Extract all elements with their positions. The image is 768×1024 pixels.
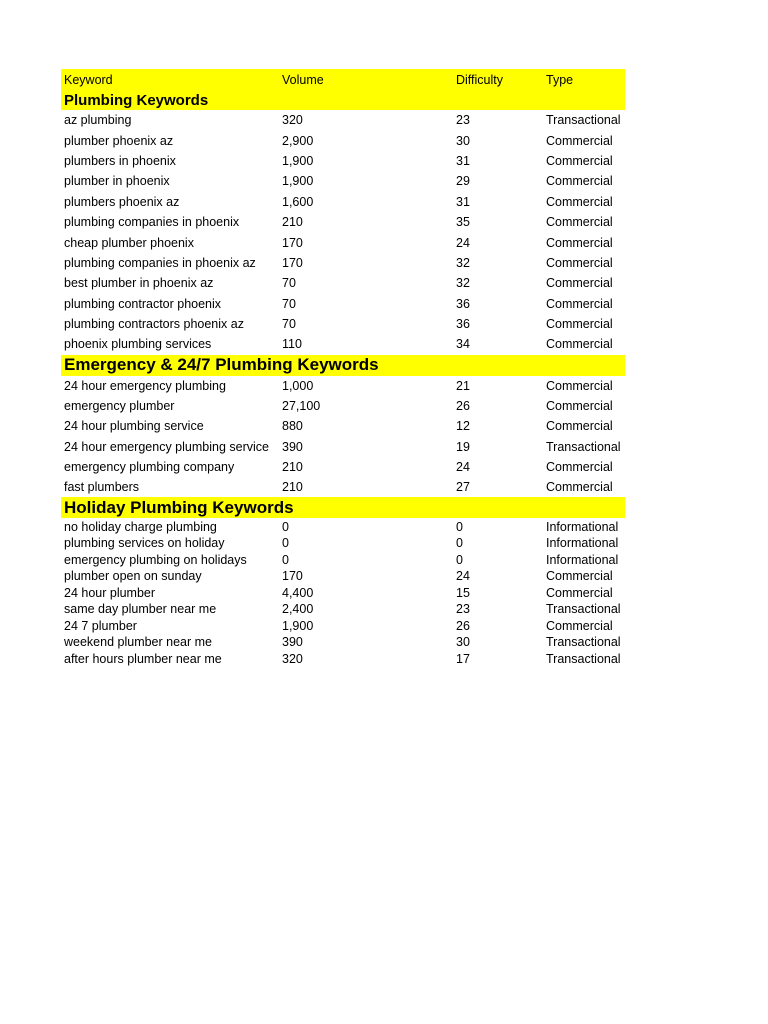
table-row <box>61 253 625 273</box>
cell-difficulty: 15 <box>456 585 470 600</box>
cell-keyword: plumbers phoenix az <box>64 194 180 209</box>
cell-type: Commercial <box>546 255 613 270</box>
table-row <box>61 584 625 601</box>
cell-difficulty: 27 <box>456 480 470 495</box>
table-row <box>61 171 625 191</box>
cell-keyword: az plumbing <box>64 113 132 128</box>
cell-type: Commercial <box>546 194 613 209</box>
section-title: Holiday Plumbing Keywords <box>61 497 625 518</box>
cell-volume: 4,400 <box>282 585 314 600</box>
cell-type: Commercial <box>546 569 613 584</box>
keyword-sheet <box>61 69 625 667</box>
cell-difficulty: 0 <box>456 552 463 567</box>
table-row <box>61 376 625 396</box>
cell-volume: 170 <box>282 569 303 584</box>
table-row <box>61 617 625 634</box>
cell-type: Transactional <box>546 651 621 666</box>
cell-volume: 1,900 <box>282 153 314 168</box>
cell-keyword: weekend plumber near me <box>64 635 212 650</box>
cell-keyword: after hours plumber near me <box>64 651 222 666</box>
cell-difficulty: 0 <box>456 536 463 551</box>
cell-type: Commercial <box>546 174 613 189</box>
cell-keyword: 24 hour emergency plumbing <box>64 378 226 393</box>
cell-type: Transactional <box>546 113 621 128</box>
table-row <box>61 457 625 477</box>
column-header-volume: Volume <box>282 72 324 87</box>
cell-volume: 170 <box>282 235 303 250</box>
cell-difficulty: 17 <box>456 651 470 666</box>
cell-keyword: plumbing companies in phoenix <box>64 215 240 230</box>
cell-difficulty: 31 <box>456 194 470 209</box>
cell-keyword: 24 7 plumber <box>64 618 137 633</box>
table-row <box>61 477 625 497</box>
table-row <box>61 650 625 667</box>
table-row <box>61 551 625 568</box>
cell-type: Commercial <box>546 133 613 148</box>
cell-volume: 390 <box>282 635 303 650</box>
table-row <box>61 110 625 130</box>
cell-keyword: 24 hour plumbing service <box>64 419 204 434</box>
cell-keyword: plumbers in phoenix <box>64 153 176 168</box>
cell-volume: 2,900 <box>282 133 314 148</box>
cell-type: Commercial <box>546 460 613 475</box>
table-row <box>61 396 625 416</box>
cell-type: Commercial <box>546 480 613 495</box>
table-row <box>61 192 625 212</box>
cell-volume: 320 <box>282 113 303 128</box>
cell-volume: 1,900 <box>282 174 314 189</box>
cell-type: Commercial <box>546 276 613 291</box>
cell-keyword: plumber phoenix az <box>64 133 174 148</box>
cell-type: Commercial <box>546 215 613 230</box>
cell-difficulty: 23 <box>456 602 470 617</box>
cell-difficulty: 26 <box>456 399 470 414</box>
table-row <box>61 334 625 354</box>
table-row <box>61 232 625 252</box>
cell-type: Informational <box>546 552 619 567</box>
cell-keyword: emergency plumbing company <box>64 460 235 475</box>
cell-keyword: emergency plumber <box>64 399 175 414</box>
cell-volume: 210 <box>282 480 303 495</box>
cell-type: Commercial <box>546 296 613 311</box>
table-row <box>61 437 625 457</box>
section-title: Plumbing Keywords <box>61 90 625 110</box>
cell-volume: 1,000 <box>282 378 314 393</box>
cell-type: Informational <box>546 519 619 534</box>
cell-type: Commercial <box>546 618 613 633</box>
table-row <box>61 130 625 150</box>
cell-difficulty: 23 <box>456 113 470 128</box>
cell-difficulty: 19 <box>456 439 470 454</box>
cell-difficulty: 24 <box>456 235 470 250</box>
cell-volume: 320 <box>282 651 303 666</box>
cell-difficulty: 36 <box>456 317 470 332</box>
cell-difficulty: 26 <box>456 618 470 633</box>
cell-volume: 210 <box>282 460 303 475</box>
cell-keyword: plumbing companies in phoenix az <box>64 255 256 270</box>
table-row <box>61 518 625 535</box>
column-header-row <box>61 69 625 90</box>
table-row <box>61 151 625 171</box>
cell-type: Commercial <box>546 153 613 168</box>
table-row <box>61 535 625 552</box>
cell-difficulty: 24 <box>456 569 470 584</box>
table-row <box>61 212 625 232</box>
cell-volume: 0 <box>282 552 289 567</box>
cell-difficulty: 32 <box>456 255 470 270</box>
cell-type: Transactional <box>546 439 621 454</box>
column-header-difficulty: Difficulty <box>456 72 504 87</box>
cell-volume: 390 <box>282 439 303 454</box>
cell-volume: 70 <box>282 296 296 311</box>
cell-keyword: plumber in phoenix <box>64 174 170 189</box>
table-row <box>61 634 625 651</box>
cell-keyword: plumbing contractor phoenix <box>64 296 222 311</box>
table-row <box>61 273 625 293</box>
cell-volume: 170 <box>282 255 303 270</box>
cell-type: Transactional <box>546 602 621 617</box>
cell-type: Commercial <box>546 399 613 414</box>
cell-keyword: 24 hour plumber <box>64 585 156 600</box>
cell-difficulty: 0 <box>456 519 463 534</box>
cell-volume: 1,600 <box>282 194 314 209</box>
cell-type: Commercial <box>546 378 613 393</box>
cell-difficulty: 31 <box>456 153 470 168</box>
cell-volume: 0 <box>282 536 289 551</box>
table-row <box>61 314 625 334</box>
cell-volume: 0 <box>282 519 289 534</box>
table-row <box>61 568 625 585</box>
cell-keyword: plumber open on sunday <box>64 569 202 584</box>
cell-volume: 210 <box>282 215 303 230</box>
section-title: Emergency & 24/7 Plumbing Keywords <box>61 355 625 376</box>
cell-difficulty: 30 <box>456 635 470 650</box>
cell-keyword: plumbing services on holiday <box>64 536 225 551</box>
cell-volume: 110 <box>282 337 302 352</box>
cell-keyword: best plumber in phoenix az <box>64 276 214 291</box>
cell-difficulty: 21 <box>456 378 470 393</box>
cell-difficulty: 29 <box>456 174 470 189</box>
column-header-type: Type <box>546 72 574 87</box>
cell-difficulty: 12 <box>456 419 470 434</box>
cell-difficulty: 36 <box>456 296 470 311</box>
cell-type: Transactional <box>546 635 621 650</box>
cell-volume: 70 <box>282 317 296 332</box>
cell-volume: 70 <box>282 276 296 291</box>
cell-keyword: same day plumber near me <box>64 602 217 617</box>
table-row <box>61 601 625 618</box>
cell-type: Informational <box>546 536 619 551</box>
table-row <box>61 416 625 436</box>
cell-keyword: no holiday charge plumbing <box>64 519 217 534</box>
cell-volume: 2,400 <box>282 602 314 617</box>
column-header-keyword: Keyword <box>64 72 113 87</box>
table-row <box>61 294 625 314</box>
cell-volume: 880 <box>282 419 303 434</box>
cell-difficulty: 34 <box>456 337 470 352</box>
cell-type: Commercial <box>546 235 613 250</box>
cell-difficulty: 35 <box>456 215 470 230</box>
cell-keyword: 24 hour emergency plumbing service <box>64 439 269 454</box>
cell-difficulty: 32 <box>456 276 470 291</box>
cell-volume: 1,900 <box>282 618 314 633</box>
cell-volume: 27,100 <box>282 399 321 414</box>
cell-keyword: phoenix plumbing services <box>64 337 212 352</box>
cell-difficulty: 24 <box>456 460 470 475</box>
cell-type: Commercial <box>546 585 613 600</box>
cell-type: Commercial <box>546 419 613 434</box>
cell-type: Commercial <box>546 337 613 352</box>
cell-difficulty: 30 <box>456 133 470 148</box>
cell-keyword: plumbing contractors phoenix az <box>64 317 244 332</box>
cell-keyword: cheap plumber phoenix <box>64 235 194 250</box>
cell-keyword: emergency plumbing on holidays <box>64 552 247 567</box>
sections <box>61 90 625 667</box>
cell-type: Commercial <box>546 317 613 332</box>
cell-keyword: fast plumbers <box>64 480 140 495</box>
